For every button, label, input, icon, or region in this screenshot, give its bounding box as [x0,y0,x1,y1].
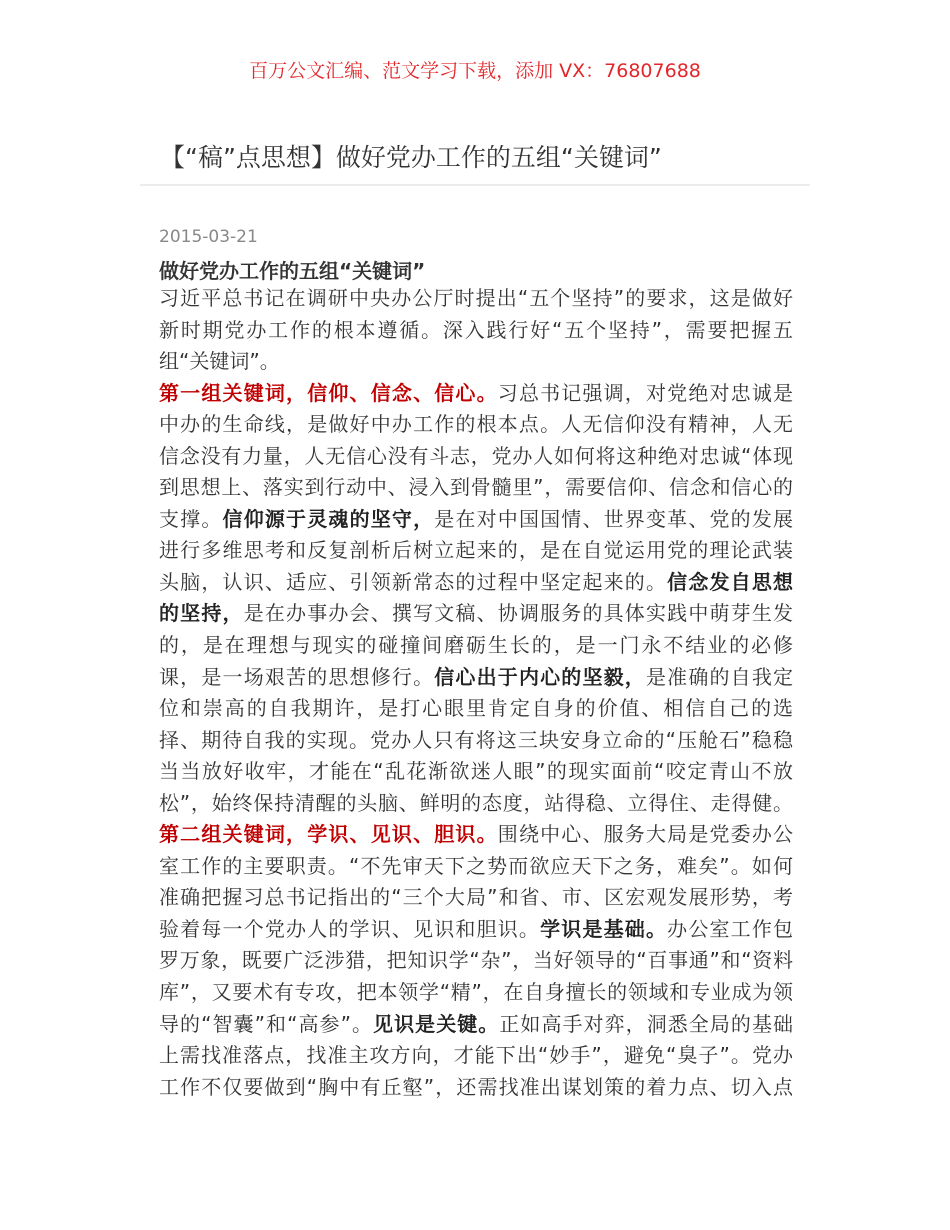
body-line [159,598,793,630]
body-text: 室工作的主要职责。“不先审天下之势而欲应天下之务，难矣”。如何 [159,853,793,878]
body-line [159,725,793,757]
body-text: 课，是一场艰苦的思想修行。 [159,664,435,689]
body-text: 办公室工作包 [667,916,794,941]
section-heading: 第一组关键词，信仰、信念、信心。 [159,380,498,405]
body-text: 是在对中国国情、世界变革、党的发展 [434,506,794,531]
article-body [159,283,793,1103]
body-line [159,378,793,410]
article-subtitle: 做好党办工作的五组“关键词” [159,259,426,283]
body-text: 支撑。 [159,506,223,531]
bold-phrase: 信心出于内心的坚毅， [434,664,646,689]
body-text: 是准确的自我定 [645,664,794,689]
bold-phrase: 的坚持， [159,601,244,626]
body-line [159,851,793,883]
bold-phrase: 信仰源于灵魂的坚守， [222,506,435,531]
body-text: 择、期待自我的实现。党办人只有将这三块安身立命的“压舱石”稳稳 [159,727,793,752]
body-text: 验着每一个党办人的学识、见识和胆识。 [159,916,541,941]
body-text: 新时期党办工作的根本遵循。深入践行好“五个坚持”，需要把握五 [159,317,793,342]
body-text: 当当放好收牢，才能在“乱花渐欲迷人眼”的现实面前“咬定青山不放 [159,759,793,784]
body-line [159,472,793,504]
title-divider [140,184,810,186]
body-line [159,1009,793,1041]
section-heading: 第二组关键词，学识、见识、胆识。 [159,822,498,847]
body-line [159,693,793,725]
body-line [159,788,793,820]
body-line [159,977,793,1009]
body-text: 正如高手对弈，洞悉全局的基础 [499,1011,794,1036]
page-title: 【“稿”点思想】做好党办工作的五组“关键词” [160,143,662,172]
body-line [159,315,793,347]
body-line [159,535,793,567]
body-line [159,945,793,977]
body-line [159,914,793,946]
body-line [159,567,793,599]
body-line [159,346,793,378]
body-text: 围绕中心、服务大局是党委办公 [497,822,794,847]
body-text: 准确把握习总书记指出的“三个大局”和省、市、区宏观发展形势，考 [159,885,793,910]
body-line [159,819,793,851]
body-line [159,1072,793,1104]
bold-phrase: 见识是关键。 [373,1011,500,1036]
body-line [159,756,793,788]
body-line [159,1040,793,1072]
body-text: 中办的生命线，是做好中办工作的根本点。人无信仰没有精神，人无 [159,412,793,437]
body-line [159,882,793,914]
body-text: 头脑，认识、适应、引领新常态的过程中坚定起来的。 [159,569,668,594]
body-text: 是在办事办会、撰写文稿、协调服务的具体实践中萌芽生发 [243,601,794,626]
body-text: 习总书记强调，对党绝对忠诚是 [497,380,794,405]
body-text: 信念没有力量，人无信心没有斗志，党办人如何将这种绝对忠诚“体现 [159,443,793,468]
body-line [159,630,793,662]
body-line [159,283,793,315]
body-text: 上需找准落点，找准主攻方向，才能下出“妙手”，避免“臭子”。党办 [159,1043,793,1068]
body-text: 导的“智囊”和“高参”。 [159,1011,374,1036]
publish-date: 2015-03-21 [159,227,258,247]
body-text: 的，是在理想与现实的碰撞间磨砺生长的，是一门永不结业的必修 [159,633,793,658]
body-text: 工作不仅要做到“胸中有丘壑”，还需找准出谋划策的着力点、切入点 [159,1074,793,1099]
body-text: 罗万象，既要广泛涉猎，把知识学“杂”，当好领导的“百事通”和“资料 [159,948,793,973]
body-text: 库”，又要术有专攻，把本领学“精”，在自身擅长的领域和专业成为领 [159,980,793,1005]
body-text: 组“关键词”。 [159,349,280,374]
body-line [159,504,793,536]
bold-phrase: 学识是基础。 [540,916,668,941]
body-text: 到思想上、落实到行动中、浸入到骨髓里”，需要信仰、信念和信心的 [159,475,793,500]
body-text: 进行多维思考和反复剖析后树立起来的，是在自觉运用党的理论武装 [159,538,793,563]
body-line [159,441,793,473]
download-banner: 百万公文汇编、范文学习下载，添加 VX：76807688 [249,60,701,82]
body-text: 习近平总书记在调研中央办公厅时提出“五个坚持”的要求，这是做好 [159,286,793,310]
body-text: 位和崇高的自我期许，是打心眼里肯定自身的价值、相信自己的选 [159,696,793,721]
body-line [159,662,793,694]
body-text: 松”，始终保持清醒的头脑、鲜明的态度，站得稳、立得住、走得健。 [159,790,793,815]
body-line [159,409,793,441]
bold-phrase: 信念发自思想 [667,569,794,594]
